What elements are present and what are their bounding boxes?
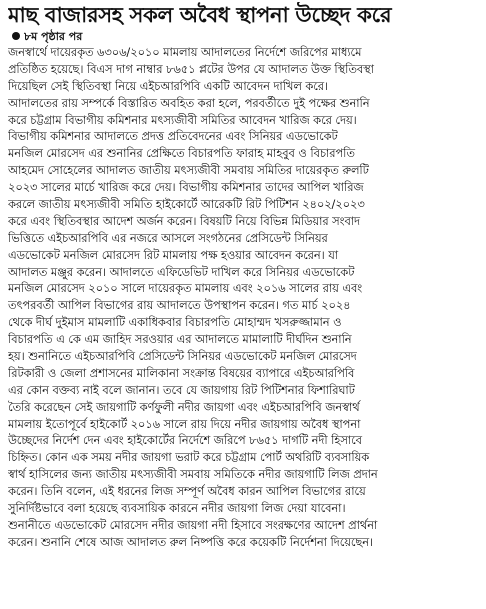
article-line: ২০২৩ সালের মার্চে খারিজ করে দেয়। বিভাগীয় কমিশনার তাদের আপিল খারিজ [8,181,364,195]
continued-from-line [8,30,480,43]
article-line: জনস্বার্থে দায়েরকৃত ৬৩০৬/২০১০ মামলায় আদালতের নির্দেশে জরিপের মাধ্যমে [8,46,362,59]
article-line: এডভোকেট মনজিল মোরসেদ রিট মামলায় পক্ষ হওয়ার আবেদন করেন। যা [8,248,339,262]
article-line: করে চট্টগ্রাম বিভাগীয় কমিশনার মৎস্যজীবী সমিতির আবেদন খারিজ করে দেয়। [8,113,357,127]
article-line: করলে জাতীয় মৎস্যজীবী সমিতি হাইকোর্টে আরেকটি রিট পিটিশন ২৪০২/২০২৩ [8,198,365,212]
article-headline: মাছ বাজারসহ সকল অবৈধ স্থাপনা উচ্ছেদ করে [8,3,392,27]
continued-from-text: ৮ম পৃষ্ঠার পর [24,30,83,43]
article-line: তৎপরবর্তী আপিল বিভাগের রায় আদালতে উপস্থাপন করেন। গত মার্চ ২০২৪ [8,299,351,313]
article-line: থেকে দীর্ঘ দুইমাস মামলাটি একাধিকবার বিচারপতি মোহাম্মদ খসরুজ্জামান ও [8,316,342,330]
article-line: তৈরি করেছেন সেই জায়গাটি কর্ণফুলী নদীর জায়গা এবং এইচআরপিবি জনস্বার্থ [8,400,360,414]
article-line: করেন। শুনানি শেষে আজ আদালত রুল নিষ্পত্তি করে কয়েকটি নির্দেশনা দিয়েছেন। [8,535,374,549]
article-line: করে এবং স্থিতিবস্থার আদেশ অর্জন করেন। বিষয়টি নিয়ে বিভিন্ন মিডিয়ার সংবাদ [8,214,360,228]
article-line: উচ্ছেদের নির্দেশ দেন এবং হাইকোর্টের নির্দেশে জরিপে ৮৬৫১ দাগটি নদী হিসাবে [8,434,362,448]
article-line: শুনানীতে এডভোকেট মোরসেদ নদীর জায়গা নদী হিসাবে সংরক্ষণের আদেশ প্রার্থনা [8,518,378,532]
article-body [8,45,480,552]
article-line: হয়। শুনানিতে এইচআরপিবি প্রেসিডেন্ট সিনিয়র এডভোকেট মনজিল মোরসেদ [8,350,357,364]
article-line: ভিত্তিতে এইচআরপিবি এর নজরে আসলে সংগঠনের প্রেসিডেন্ট সিনিয়র [8,231,328,245]
article-line: মামলায় ইতোপূর্বে হাইকোর্ট ২০১৬ সালে রায় দিয়ে নদীর জায়গায় অবৈধ স্থাপনা [8,417,361,431]
bullet-icon [12,32,20,40]
article-line: মনজিল মোরসেদ এর শুনানির প্রেক্ষিতে বিচারপতি ফারাহ মাহবুব ও বিচারপতি [8,147,355,161]
article-line: সুনির্দিষ্টভাবে বলা হয়েছে ব্যবসায়িক কারনে নদীর জায়গা লিজ দেয়া যাবেনা। [8,502,346,516]
article-line: বিভাগীয় কমিশনার আদালতে প্রদত্ত প্রতিবেদনের এবং সিনিয়র এডভোকেট [8,130,338,144]
article-line: এর কোন বক্তব্য নাই বলে জানান। তবে যে জায়গায় রিট পিটিশনার ফিশারিঘাট [8,383,355,397]
article-line: বিচারপতি এ কে এম জাহিদ সরওয়ার এর আদালতে মামালাটি দীর্ঘদিন শুনানি [8,333,352,347]
article-line: স্বার্থ হাসিলের জন্য জাতীয় মৎস্যজীবী সমবায় সমিতিকে নদীর জায়গাটি লিজ প্রদান [8,468,378,482]
article-line: প্রতিষ্ঠিত হয়েছে। বিএস দাগ নাম্বার ৮৬৫১ প্লটের উপর যে আদালত উক্ত স্থিতিবস্থা [8,62,374,76]
article-line: চিহ্নিত। কোন এক সময় নদীর জায়গা ভরাট করে চট্টগ্রাম পোর্ট অথরিটি ব্যবসায়িক [8,451,370,465]
article-line: মনজিল মোরসেদ ২০১০ সালে দায়েরকৃত মামলায় এবং ২০১৬ সালের রায় এবং [8,282,363,296]
article-line: আদালতের রায় সম্পর্কে বিস্তারিত অবহিত করা হলে, পরবর্তীতে দুই পক্ষের শুনানি [8,96,370,110]
article-line: আদালত মঞ্জুর করেন। আদালতে এফিডেভিট দাখিল করে সিনিয়র এডভোকেট [8,265,355,279]
article-line: দিয়েছিল সেই স্থিতিবস্থা নিয়ে এইচআরপিবি একটি আবেদন দাখিল করে। [8,79,329,93]
article-line: রিটকারী ও জেলা প্রশাসনের মালিকানা সংক্রান্ত বিষয়ের ব্যাপারে এইচআরপিবি [8,366,355,380]
article-line: আহমেদ সোহেলের আদালত জাতীয় মৎস্যজীবী সমবায় সমিতির দায়েরকৃত রুলটি [8,164,369,178]
article-line: করেন। তিনি বলেন, এই ধরনের লিজ সম্পূর্ণ অবৈধ কারন আপিল বিভাগের রায়ে [8,485,366,499]
